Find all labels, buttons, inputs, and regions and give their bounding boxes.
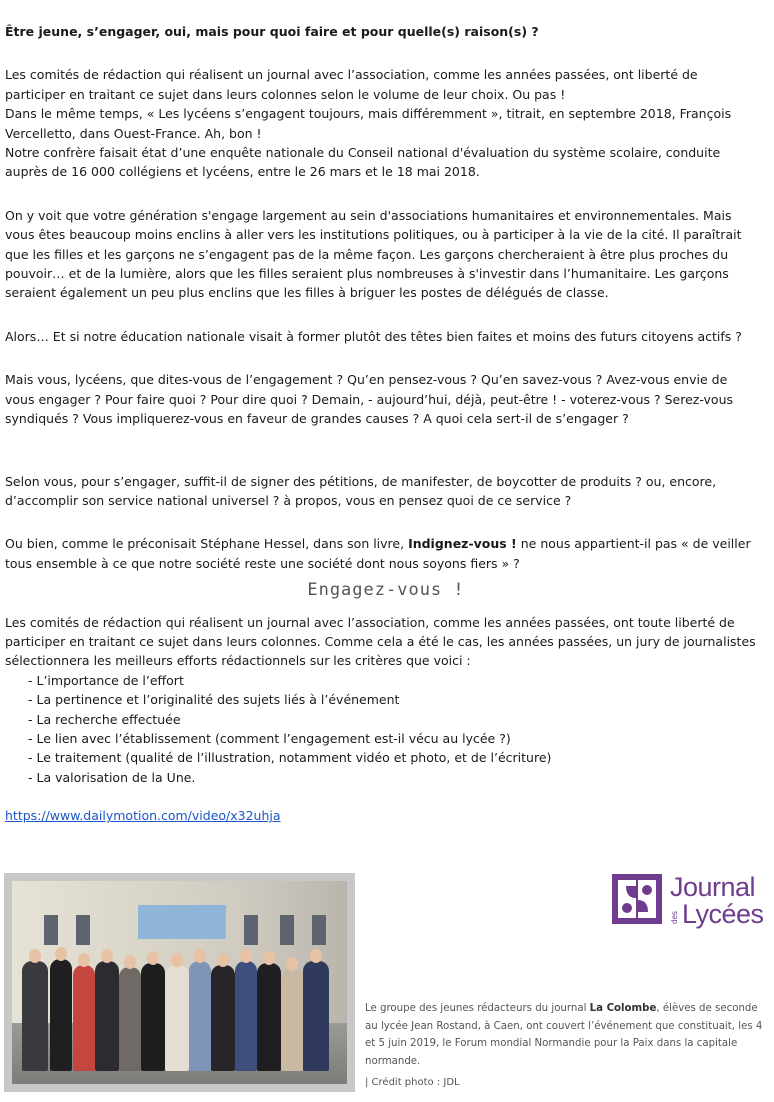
person-shape xyxy=(119,967,141,1071)
caption-journal-name: La Colombe xyxy=(589,1003,657,1014)
person-head xyxy=(78,953,90,967)
person-shape xyxy=(303,961,329,1071)
paragraph-line: vous engager ? Pour faire quoi ? Pour dire quoi ? Demain, - aujourd’hui, déjà, peut-être ! - voterez-vous ? Serez-vous xyxy=(5,391,734,407)
person-head xyxy=(263,951,275,965)
group-photo xyxy=(4,873,355,1092)
article-title: Être jeune, s’engager, oui, mais pour quoi faire et pour quelle(s) raison(s) ? xyxy=(5,24,539,39)
paragraph-line: que les filles et les garçons ne s’engagent pas de la même façon. Les garçons chercheraient à être plus proches du xyxy=(5,246,729,262)
logo-word-journal: Journal xyxy=(670,872,756,902)
article-body xyxy=(5,22,767,826)
person-head xyxy=(286,957,298,971)
photo-caption xyxy=(365,1000,769,1070)
photo-image xyxy=(12,881,347,1084)
person-head xyxy=(171,953,183,967)
paragraph-line: Alors… Et si notre éducation nationale visait à former plutôt des têtes bien faites et moins des futurs citoyens actifs ? xyxy=(5,328,742,344)
list-item: - Le lien avec l’établissement (comment l’engagement est-il vécu au lycée ?) xyxy=(28,729,767,748)
person-head xyxy=(194,949,206,963)
logo-word-lycees: Lycées xyxy=(682,899,764,929)
paragraph-line: Les comités de rédaction qui réalisent un journal avec l’association, comme les années passées, ont liberté de xyxy=(5,67,698,83)
journal-des-lycees-logo xyxy=(612,872,772,928)
paragraph-line: d’accomplir son service national universel ? à propos, vous en pensez quoi de ce service ? xyxy=(5,492,572,508)
person-head xyxy=(240,949,252,963)
person-head xyxy=(55,947,67,961)
paragraph-line: Les comités de rédaction qui réalisent un journal avec l’association, comme les années passées, ont toute liberté de xyxy=(5,614,735,630)
person-shape xyxy=(281,969,303,1071)
list-item: - L’importance de l’effort xyxy=(28,671,767,690)
video-link[interactable]: https://www.dailymotion.com/video/x32uhja xyxy=(5,808,281,824)
person-shape xyxy=(189,961,211,1071)
paragraph-line: tous ensemble à ce que notre société reste une société dont nous soyons fiers » ? xyxy=(5,555,520,571)
person-head xyxy=(124,955,136,969)
paragraph-line: Selon vous, pour s’engager, suffit-il de signer des pétitions, de manifester, de boycotter de produits ? ou, encore, xyxy=(5,473,717,489)
person-head xyxy=(310,949,322,963)
people-group xyxy=(18,931,343,1081)
paragraph-line: syndiqués ? Vous impliquerez-vous en faveur de grandes causes ? A quoi cela sert-il de s’engager ? xyxy=(5,411,629,427)
list-item: - La pertinence et l’originalité des sujets liés à l’événement xyxy=(28,690,767,709)
person-shape xyxy=(141,963,165,1071)
person-head xyxy=(217,953,229,967)
person-shape xyxy=(73,965,95,1071)
logo-mark-icon xyxy=(612,874,662,924)
person-shape xyxy=(211,965,235,1071)
book-title: Indignez-vous ! xyxy=(408,536,517,552)
person-shape xyxy=(235,961,257,1071)
person-shape xyxy=(22,961,48,1071)
paragraph-line: seraient également un peu plus enclins que les filles à briguer les postes de délégués de classe. xyxy=(5,285,609,301)
photo-credit: | Crédit photo : JDL xyxy=(365,1077,460,1088)
person-head xyxy=(101,949,113,963)
text-span: Ou bien, comme le préconisait Stéphane Hessel, dans son livre, xyxy=(5,536,409,552)
person-head xyxy=(147,951,159,965)
list-item: - La recherche effectuée xyxy=(28,710,767,729)
list-item: - Le traitement (qualité de l’illustration, notamment vidéo et photo, et de l’écriture) xyxy=(28,748,767,767)
paragraph-line: pouvoir… et de la lumière, alors que les filles seraient plus nombreuses à s'investir dans l’humanitaire. Les garçons xyxy=(5,266,729,282)
caption-text: , élèves de seconde au lycée Jean Rostand, à Caen, ont couvert l’événement que constituait, les 4 et 5 juin 2019, le Forum mondial Normandie pour la Paix dans la capitale normande. xyxy=(365,1003,763,1067)
paragraph-line: auprès de 16 000 collégiens et lycéens, entre le 26 mars et le 18 mai 2018. xyxy=(5,164,480,180)
list-item: - La valorisation de la Une. xyxy=(28,768,767,787)
person-shape xyxy=(165,965,189,1071)
paragraph-line xyxy=(5,534,767,553)
person-shape xyxy=(257,963,281,1071)
paragraph-line: Vercelletto, dans Ouest-France. Ah, bon ! xyxy=(5,125,262,141)
paragraph-line: vous êtes beaucoup moins enclins à aller vers les institutions politiques, ou à participer à la vie de la cité. Il paraîtrait xyxy=(5,227,742,243)
criteria-list xyxy=(5,671,767,787)
paragraph-line: sélectionnera les meilleurs efforts rédactionnels sur les critères que voici : xyxy=(5,653,471,669)
caption-text: Le groupe des jeunes rédacteurs du journal xyxy=(365,1003,590,1014)
paragraph-line: On y voit que votre génération s'engage largement au sein d'associations humanitaires et environnementales. Mais xyxy=(5,207,732,223)
paragraph-line: Dans le même temps, « Les lycéens s’engagent toujours, mais différemment », titrait, en septembre 2018, François xyxy=(5,106,732,122)
person-shape xyxy=(95,961,119,1071)
logo-word-des: des xyxy=(670,911,679,924)
paragraph-line: participer en traitant ce sujet dans leurs colonnes selon le volume de leur choix. Ou pas ! xyxy=(5,86,566,102)
text-span: ne nous appartient-il pas « de veiller xyxy=(516,536,751,552)
person-head xyxy=(29,949,41,963)
section-heading: Engagez-vous ! xyxy=(307,580,465,601)
paragraph-line: participer en traitant ce sujet dans leurs colonnes. Comme cela a été le cas, les années passées, un jury de journalistes xyxy=(5,633,756,649)
paragraph-line: Mais vous, lycéens, que dites-vous de l’engagement ? Qu’en pensez-vous ? Qu’en savez-vous ? Avez-vous envie de xyxy=(5,372,728,388)
person-shape xyxy=(50,959,72,1071)
paragraph-line: Notre confrère faisait état d’une enquête nationale du Conseil national d'évaluation du système scolaire, conduite xyxy=(5,145,721,161)
